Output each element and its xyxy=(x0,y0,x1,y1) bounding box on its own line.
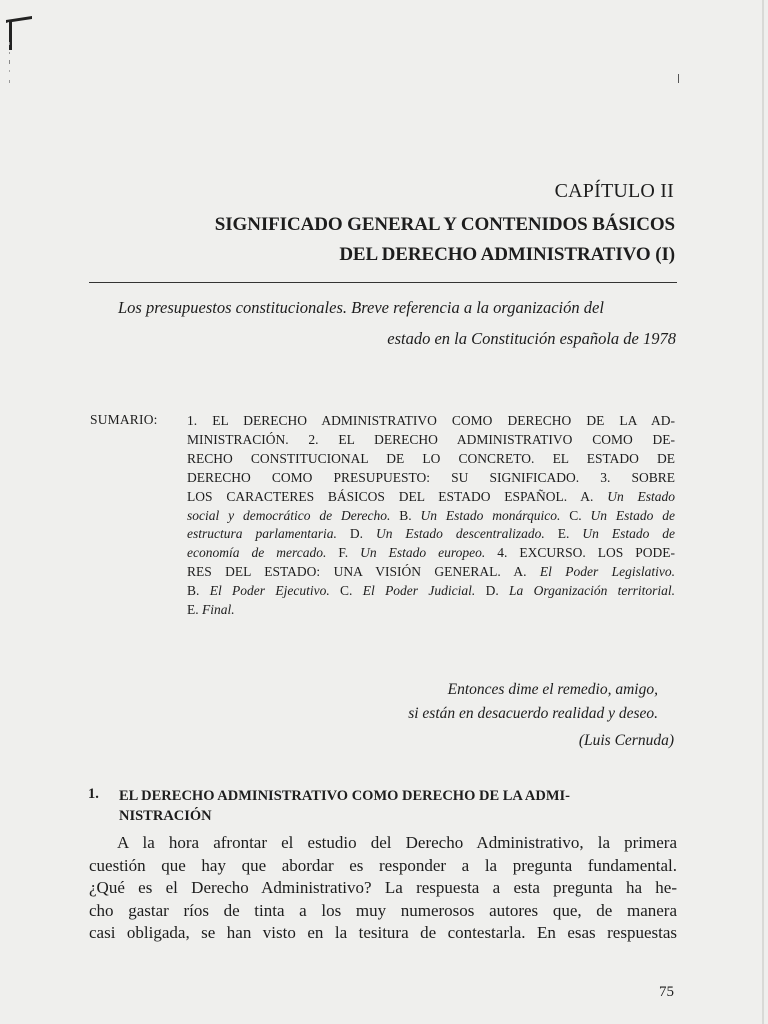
sumario-line: 1. EL DERECHO ADMINISTRATIVO COMO DERECHO DE LA AD- xyxy=(187,413,675,428)
page-number: 75 xyxy=(659,984,674,1000)
paragraph-line: cho gastar ríos de tinta a los muy numerosos autores que, de manera xyxy=(89,900,677,920)
chapter-title-line-2: DEL DERECHO ADMINISTRATIVO (I) xyxy=(339,244,675,265)
sumario-line: MINISTRACIÓN. 2. EL DERECHO ADMINISTRATIVO COMO DE- xyxy=(187,431,675,447)
title-rule xyxy=(89,282,677,283)
sumario-line: DERECHO COMO PRESUPUESTO: SU SIGNIFICADO. 3. SOBRE xyxy=(187,469,675,485)
sumario-line: RES DEL ESTADO: UNA VISIÓN GENERAL. A. El Poder Legislativo. xyxy=(187,564,676,580)
section-number: 1. xyxy=(88,786,99,802)
epigraph-line-1: Entonces dime el remedio, amigo, xyxy=(447,681,658,698)
scan-mark xyxy=(678,74,679,83)
paragraph-line: cuestión que hay que abordar es responder a la pregunta fundamental. xyxy=(89,855,677,875)
subtitle-line-2: estado en la Constitución española de 1978 xyxy=(387,329,676,348)
paragraph-line: ¿Qué es el Derecho Administrativo? La respuesta a esta pregunta ha he- xyxy=(89,878,677,898)
sumario-label: SUMARIO: xyxy=(90,412,158,427)
sumario-line: E. Final. xyxy=(187,602,235,618)
chapter-label: CAPÍTULO II xyxy=(554,180,674,202)
paragraph-line: A la hora afrontar el estudio del Derecho Administrativo, la primera xyxy=(117,833,677,852)
sumario-line: B. El Poder Ejecutivo. C. El Poder Judicial. D. La Organización territorial. xyxy=(187,583,676,599)
sumario-line: social y democrático de Derecho. B. Un Estado monárquico. C. Un Estado de xyxy=(187,507,676,523)
section-heading-line: NISTRACIÓN xyxy=(119,808,212,824)
section-heading-line: EL DERECHO ADMINISTRATIVO COMO DERECHO DE LA ADMI- xyxy=(119,788,571,804)
paragraph-line: casi obligada, se han visto en la tesitura de contestarla. En esas respuestas xyxy=(89,923,677,943)
chapter-title-line-1: SIGNIFICADO GENERAL Y CONTENIDOS BÁSICOS xyxy=(214,214,675,235)
body-paragraph xyxy=(89,832,677,945)
epigraph-author: (Luis Cernuda) xyxy=(578,732,674,749)
sumario-line: LOS CARACTERES BÁSICOS DEL ESTADO ESPAÑOL. A. Un Estado xyxy=(187,488,676,504)
section-heading xyxy=(119,786,677,826)
page-edge xyxy=(762,0,764,1024)
sumario-body xyxy=(187,412,675,620)
sumario-line: economía de mercado. F. Un Estado europeo. 4. EXCURSO. LOS PODE- xyxy=(187,545,675,561)
scan-specks xyxy=(8,40,12,100)
epigraph-line-2: si están en desacuerdo realidad y deseo. xyxy=(408,705,658,722)
sumario-line: RECHO CONSTITUCIONAL DE LO CONCRETO. EL ESTADO DE xyxy=(187,450,675,466)
sumario-line: estructura parlamentaria. D. Un Estado descentralizado. E. Un Estado de xyxy=(187,526,676,542)
subtitle-line-1: Los presupuestos constitucionales. Breve referencia a la organización del xyxy=(118,298,604,317)
